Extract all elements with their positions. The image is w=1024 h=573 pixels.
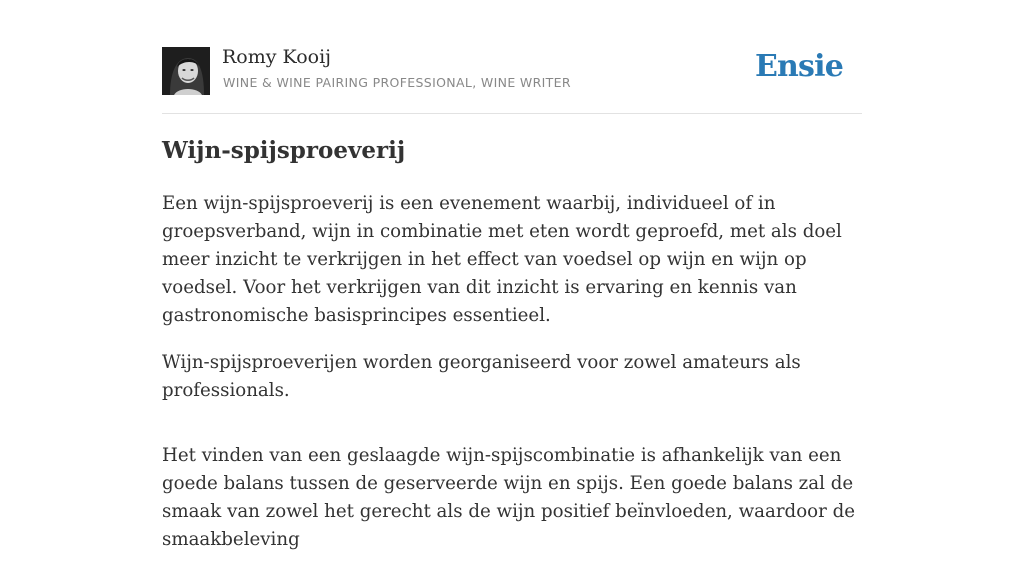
article-paragraph: Wijn-spijsproeverijen worden georganiseerd voor zowel amateurs als professionals. [162, 352, 801, 401]
article-body [162, 190, 862, 573]
author-role: WINE & WINE PAIRING PROFESSIONAL, WINE WRITER [223, 75, 571, 90]
page-container [162, 0, 862, 550]
article-paragraph: Een wijn-spijsproeverij is een evenement waarbij, individueel of in groepsverband, wijn in combinatie met eten wordt geproefd, met als doel meer inzicht te verkrijgen in het effect van voedsel op wijn en wijn op voedsel. Voor het verkrijgen van dit inzicht is ervaring en kennis van gastronomische basisprincipes essentieel. [162, 193, 842, 326]
article-paragraph: Het vinden van een geslaagde wijn-spijscombinatie is afhankelijk van een goede balans tussen de geserveerde wijn en spijs. Een goede balans zal de smaak van zowel het gerecht als de wijn positief beïnvloeden, waardoor de smaakbeleving [162, 445, 855, 550]
author-header [162, 0, 862, 114]
author-portrait-icon [162, 47, 210, 95]
article-title: Wijn-spijsproeverij [162, 137, 406, 164]
author-avatar[interactable] [162, 47, 210, 95]
author-name[interactable]: Romy Kooij [222, 46, 332, 68]
ensie-logo[interactable]: Ensie [754, 49, 843, 84]
